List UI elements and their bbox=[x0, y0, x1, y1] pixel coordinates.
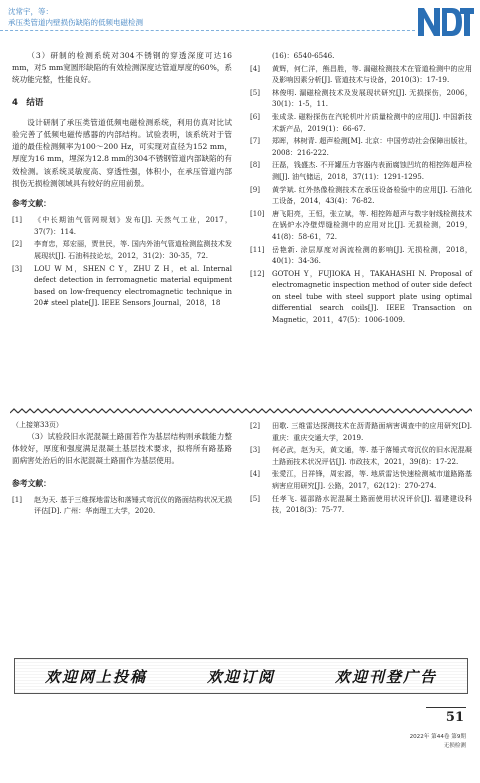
top-left-column bbox=[12, 50, 232, 310]
reference-number: [5] bbox=[250, 87, 261, 97]
running-header bbox=[0, 0, 480, 44]
reference-text: 任孝飞. 福邵路水泥混凝土路面使用状况评价[J]. 福建建设科技，2018(3)：75-77. bbox=[272, 493, 472, 515]
page-number: 51 bbox=[445, 710, 464, 725]
article-paragraph: （3）试验段旧水泥混凝土路面若作为基层结构则承载能力整体较好，厚度和强度满足混凝土基层技术要求，拟将所有路基路面病害处治后的旧水泥混凝土路面作为基层使用。 bbox=[12, 432, 232, 466]
reference-number: [10] bbox=[250, 208, 265, 218]
journal-logo bbox=[416, 2, 474, 40]
reference-number: [12] bbox=[250, 268, 265, 278]
section-heading: 4 结语 bbox=[12, 97, 44, 108]
reference-number: [7] bbox=[250, 136, 261, 146]
reference-text: LOU W M，SHEN C Y，ZHU Z H，et al. Internal defect detection in ferromagnetic material equipment based on low-frequency electromagnetic technique in 20# steel plate[J]. IEEE Sensors Journal，2018，18 bbox=[34, 263, 232, 308]
banner-subscriptions: 欢迎订阅 bbox=[206, 667, 275, 686]
footer-rule bbox=[426, 707, 466, 708]
reference-number: [9] bbox=[250, 184, 261, 194]
reference-text: (16)：6540-6546. bbox=[272, 51, 335, 60]
reference-number bbox=[250, 50, 272, 62]
header-running-title: 承压类管道内壁损伤缺陷的低频电磁检测 bbox=[8, 18, 143, 27]
reference-item bbox=[250, 244, 472, 267]
section-divider bbox=[10, 407, 472, 415]
reference-text: 汪磊，钱盛杰. 不开罐压力容器内表面腐蚀凹坑的相控阵超声检测[J]. 油气储运，2018，37(11)：1291-1295. bbox=[272, 160, 472, 181]
reference-item bbox=[250, 468, 472, 491]
reference-item bbox=[250, 208, 472, 243]
reference-number: [5] bbox=[250, 493, 261, 503]
reference-text: 《中长期油气管网规划》发布[J]. 天然气工业，2017，37(7)：114. bbox=[34, 215, 232, 236]
journal-banner bbox=[14, 658, 468, 694]
header-rule bbox=[0, 30, 420, 31]
reference-number: [3] bbox=[250, 445, 261, 455]
reference-number: [8] bbox=[250, 160, 261, 170]
reference-text: 何必武，赵为天，黄文通，等. 基于落锤式弯沉仪的旧水泥混凝土路面技术状况评估[J]. 市政技术，2021，39(8)：17-22. bbox=[272, 445, 472, 466]
reference-item bbox=[250, 50, 472, 62]
journal-name: 无损检测 bbox=[443, 743, 466, 749]
reference-item bbox=[250, 444, 472, 467]
bottom-right-column bbox=[250, 420, 472, 517]
reference-text: 赵为天. 基于三维探地雷达和落锤式弯沉仪的路面结构状况无损评估[D]. 广州：华南理工大学，2020. bbox=[34, 494, 232, 516]
bottom-left-column bbox=[12, 420, 232, 518]
issue-info bbox=[410, 733, 466, 751]
reference-number: [4] bbox=[250, 469, 261, 479]
reference-number: [2] bbox=[12, 239, 23, 249]
issue-line: 2022年 第44卷 第9期 bbox=[409, 734, 466, 740]
reference-text: GOTOH Y，FUJIOKA H，TAKAHASHI N. Proposal of electromagnetic inspection method of outer side defect on steel tube with steel support plate using optimal differential search coils[J]. IEEE Transaction on Magnetic，2011，47(5)：1006-1009. bbox=[272, 268, 472, 325]
reference-item bbox=[250, 268, 472, 326]
reference-item bbox=[250, 184, 472, 207]
reference-item bbox=[12, 263, 232, 309]
reference-item bbox=[250, 63, 472, 86]
reference-text: 岳艳新. 涂层厚度对涡流检测的影响[J]. 无损检测，2018，40(1)：34-36. bbox=[272, 244, 472, 266]
reference-text: 黄学斌. 红外热像检测技术在承压设备检验中的应用[J]. 石油化工设备，2014，43(4)：76-82. bbox=[272, 184, 472, 206]
reference-item bbox=[250, 87, 472, 110]
reference-number: [1] bbox=[12, 494, 23, 504]
reference-item bbox=[12, 494, 232, 517]
reference-text: 林俊明. 漏磁检测技术及发展现状研究[J]. 无损探伤，2006，30(1)：1-5，11. bbox=[272, 87, 472, 109]
reference-item bbox=[250, 420, 472, 443]
reference-number: [6] bbox=[250, 111, 261, 121]
reference-item bbox=[250, 159, 472, 182]
reference-item bbox=[250, 135, 472, 158]
reference-item bbox=[12, 238, 232, 261]
reference-number: [2] bbox=[250, 421, 261, 430]
header-authors: 沈常宇，等： bbox=[8, 7, 53, 16]
reference-number: [1] bbox=[12, 215, 23, 225]
reference-item bbox=[250, 493, 472, 516]
conclusion-paragraph: 设计研制了承压类管道低频电磁检测系统，利用仿真对比试验完善了低频电磁传感器的内部结构。试验表明，该系统对于管道的最佳检测频率为100～200 Hz，可实现对直径为152 mm，厚度为16 mm，埋深为12.8 mm的304不锈钢管道内部缺陷的有效检测。该系统灵敏度高、穿透性强，体积小，在承压管道内部损伤无损检测领域具有较好的应用前景。 bbox=[12, 117, 232, 188]
reference-text: 张愛江，吕祥锋，周宏源，等. 地质雷达快速检测城市道路路基病害应用研究[J]. 公路，2017，62(12)：270-274. bbox=[272, 469, 472, 490]
banner-submissions: 欢迎网上投稿 bbox=[44, 667, 147, 686]
reference-text: 田歌. 三维雷达探测技术在沥青路面病害调查中的应用研究[D]. 重庆：重庆交通大学，2019. bbox=[272, 421, 472, 442]
reference-text: 张成录. 磁粉探伤在汽轮机叶片质量检测中的应用[J]. 中国新技术新产品，2019(1)：66-67. bbox=[272, 111, 472, 133]
conclusion-item-3: （3）研制的检测系统对304不锈钢的穿透深度可达16 mm，对5 mm宽圆形缺陷的有效检测深度达管道厚度的60%，系统功能完整，性能良好。 bbox=[12, 51, 232, 85]
continued-note: （上接第33页） bbox=[12, 421, 63, 429]
references-title: 参考文献： bbox=[12, 478, 51, 488]
reference-text: 李育忠，郑宏丽，贾世民，等. 国内外油气管道检测监测技术发展现状[J]. 石油科技论坛，2012，31(2)：30-35，72. bbox=[34, 239, 232, 261]
reference-number: [11] bbox=[250, 244, 265, 254]
references-title: 参考文献： bbox=[12, 199, 51, 209]
top-right-column bbox=[250, 50, 472, 327]
reference-text: 黄辉，何仁洋，熊昌胜，等. 漏磁检测技术在管道检测中的应用及影响因素分析[J]. 管道技术与设备，2010(3)：17-19. bbox=[272, 63, 472, 85]
banner-advertising: 欢迎刊登广告 bbox=[334, 667, 437, 686]
reference-text: 唐飞阳亮，王恒，张立斌，等. 相控阵超声与数字射线检测技术在锅炉水冷壁焊缝检测中的应用对比[J]. 无损检测，2019，41(8)：58-61，72. bbox=[272, 208, 472, 241]
reference-item bbox=[250, 111, 472, 134]
reference-number: [3] bbox=[12, 263, 23, 273]
reference-item bbox=[12, 214, 232, 237]
reference-number: [4] bbox=[250, 63, 261, 73]
reference-text: 郑晖，林树青. 超声检测[M]. 北京：中国劳动社会保障出版社，2008：216-222. bbox=[272, 136, 472, 157]
